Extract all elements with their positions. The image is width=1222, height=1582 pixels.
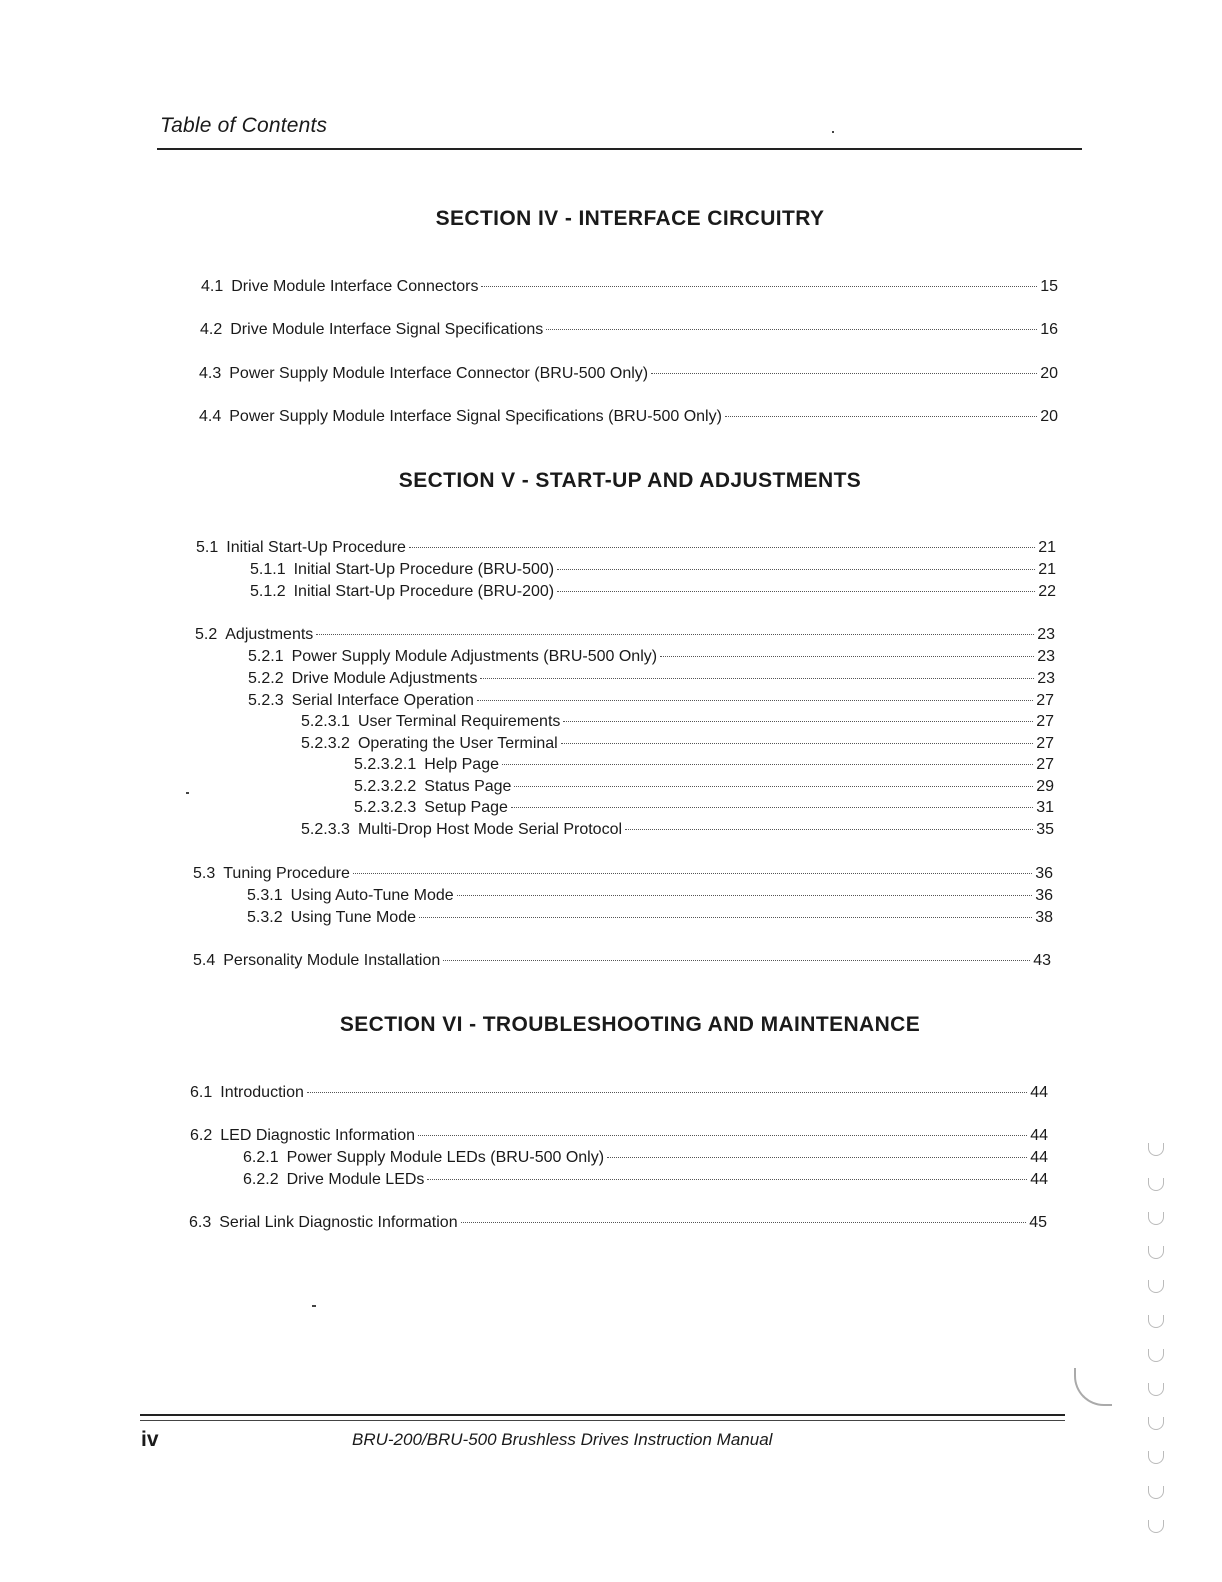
toc-entry[interactable] xyxy=(354,777,1054,797)
toc-entry-number: 5.2.3.3 xyxy=(301,821,350,838)
toc-entry[interactable] xyxy=(247,886,1053,906)
toc-entry-number: 6.2.2 xyxy=(243,1171,279,1188)
toc-entry-number: 5.1.1 xyxy=(250,561,286,578)
toc-entry[interactable] xyxy=(250,560,1056,580)
toc-entry-page: 27 xyxy=(1036,735,1054,752)
page-number: iv xyxy=(141,1428,159,1451)
toc-entry[interactable] xyxy=(243,1148,1048,1168)
toc-entry-title: Drive Module LEDs xyxy=(286,1171,425,1188)
toc-entry-title: Multi-Drop Host Mode Serial Protocol xyxy=(357,821,623,838)
footer-rule-thin xyxy=(140,1420,1065,1421)
footer-manual-title: BRU-200/BRU-500 Brushless Drives Instruction Manual xyxy=(352,1430,773,1449)
toc-entry[interactable] xyxy=(248,691,1054,711)
dot-leader xyxy=(418,1135,1027,1136)
toc-entry-number: 4.1 xyxy=(201,278,224,295)
toc-entry-title: Initial Start-Up Procedure (BRU-500) xyxy=(293,561,555,578)
binding-hole-mark xyxy=(1148,1315,1164,1328)
toc-entry-title: User Terminal Requirements xyxy=(357,713,561,730)
header-rule xyxy=(157,148,1082,150)
binding-hole-mark xyxy=(1148,1451,1164,1464)
dot-leader xyxy=(307,1092,1027,1093)
toc-entry-page: 38 xyxy=(1035,909,1053,926)
toc-entry-number: 5.2.3.2.1 xyxy=(354,756,417,773)
toc-entry[interactable] xyxy=(195,625,1055,645)
toc-entry-page: 21 xyxy=(1038,561,1056,578)
toc-entry-page: 23 xyxy=(1037,626,1055,643)
dot-leader xyxy=(511,807,1033,808)
toc-entry-page: 27 xyxy=(1036,713,1054,730)
toc-entry-title: Status Page xyxy=(424,778,512,795)
toc-entry-page: 36 xyxy=(1035,887,1053,904)
toc-entry-number: 4.4 xyxy=(199,408,222,425)
toc-entry-title: Adjustments xyxy=(225,626,314,643)
dot-leader xyxy=(419,917,1032,918)
toc-entry-page: 43 xyxy=(1033,952,1051,969)
binding-hole-mark xyxy=(1148,1486,1164,1499)
toc-entry-page: 27 xyxy=(1036,756,1054,773)
toc-entry-number: 6.2.1 xyxy=(243,1149,279,1166)
toc-entry-number: 5.2 xyxy=(195,626,218,643)
binding-hole-mark xyxy=(1148,1246,1164,1259)
dot-leader xyxy=(725,416,1037,417)
dot-leader xyxy=(316,634,1034,635)
toc-entry-number: 5.2.3.2.2 xyxy=(354,778,417,795)
dot-leader xyxy=(625,829,1033,830)
toc-entry-page: 20 xyxy=(1040,408,1058,425)
toc-entry-number: 5.1.2 xyxy=(250,583,286,600)
toc-entry[interactable] xyxy=(201,277,1058,297)
toc-entry-page: 45 xyxy=(1029,1214,1047,1231)
toc-entry[interactable] xyxy=(248,647,1055,667)
toc-entry-title: Power Supply Module Adjustments (BRU-500 Only) xyxy=(291,648,658,665)
dot-leader xyxy=(443,960,1030,961)
binding-hole-mark xyxy=(1148,1212,1164,1225)
toc-entry-title: Drive Module Interface Signal Specifications xyxy=(230,321,544,338)
toc-entry[interactable] xyxy=(199,364,1058,384)
toc-entry-number: 5.3.1 xyxy=(247,887,283,904)
toc-entry-page: 44 xyxy=(1030,1171,1048,1188)
toc-entry-page: 15 xyxy=(1040,278,1058,295)
dot-leader xyxy=(563,721,1033,722)
toc-entry-title: Drive Module Interface Connectors xyxy=(231,278,479,295)
dot-leader xyxy=(651,373,1037,374)
dot-leader xyxy=(557,591,1035,592)
toc-entry-page: 16 xyxy=(1040,321,1058,338)
toc-entry-title: Serial Interface Operation xyxy=(291,692,474,709)
toc-entry-page: 44 xyxy=(1030,1127,1048,1144)
section-title-iv: SECTION IV - INTERFACE CIRCUITRY xyxy=(435,207,825,230)
dot-leader xyxy=(557,569,1035,570)
binding-hole-mark xyxy=(1148,1143,1164,1156)
toc-entry[interactable] xyxy=(247,908,1053,928)
dot-leader xyxy=(481,286,1037,287)
binding-hole-mark xyxy=(1148,1349,1164,1362)
toc-entry-title: Personality Module Installation xyxy=(223,952,441,969)
toc-entry[interactable] xyxy=(189,1213,1047,1233)
footer-rule xyxy=(140,1414,1065,1416)
section-title-vi: SECTION VI - TROUBLESHOOTING AND MAINTENANCE xyxy=(339,1013,921,1036)
toc-entry[interactable] xyxy=(354,798,1054,818)
toc-entry-title: Power Supply Module Interface Signal Specifications (BRU-500 Only) xyxy=(229,408,722,425)
toc-entry-number: 4.2 xyxy=(200,321,223,338)
dot-leader xyxy=(561,743,1033,744)
dot-leader xyxy=(461,1222,1026,1223)
binding-hole-mark xyxy=(1148,1178,1164,1191)
toc-entry-title: Help Page xyxy=(424,756,499,773)
section-title-v: SECTION V - START-UP AND ADJUSTMENTS xyxy=(398,469,862,492)
toc-entry-page: 23 xyxy=(1037,648,1055,665)
toc-entry[interactable] xyxy=(354,755,1054,775)
scan-speck xyxy=(832,131,834,133)
toc-entry-title: Power Supply Module Interface Connector (BRU-500 Only) xyxy=(229,365,649,382)
toc-entry[interactable] xyxy=(248,669,1055,689)
toc-entry-number: 6.1 xyxy=(190,1084,213,1101)
dot-leader xyxy=(409,547,1035,548)
toc-entry-page: 21 xyxy=(1038,539,1056,556)
toc-entry-title: Drive Module Adjustments xyxy=(291,670,478,687)
toc-entry-page: 36 xyxy=(1035,865,1053,882)
toc-entry-page: 29 xyxy=(1036,778,1054,795)
toc-entry[interactable] xyxy=(196,538,1056,558)
dot-leader xyxy=(480,678,1034,679)
dot-leader xyxy=(353,873,1032,874)
toc-entry-title: Operating the User Terminal xyxy=(357,735,558,752)
scan-speck xyxy=(312,1305,316,1307)
dot-leader xyxy=(427,1179,1027,1180)
toc-entry[interactable] xyxy=(243,1170,1048,1190)
binding-hole-mark xyxy=(1148,1280,1164,1293)
toc-entry-page: 31 xyxy=(1036,799,1054,816)
toc-entry[interactable] xyxy=(199,407,1058,427)
toc-entry[interactable] xyxy=(250,582,1056,602)
running-header-title: Table of Contents xyxy=(160,114,328,137)
toc-entry-title: Tuning Procedure xyxy=(223,865,350,882)
toc-entry[interactable] xyxy=(200,320,1058,340)
toc-entry-number: 5.2.1 xyxy=(248,648,284,665)
binding-hole-mark xyxy=(1148,1417,1164,1430)
toc-entry-number: 4.3 xyxy=(199,365,222,382)
toc-entry-page: 27 xyxy=(1036,692,1054,709)
toc-entry-title: Initial Start-Up Procedure (BRU-200) xyxy=(293,583,555,600)
dot-leader xyxy=(546,329,1037,330)
toc-entry-title: Power Supply Module LEDs (BRU-500 Only) xyxy=(286,1149,605,1166)
toc-entry-title: LED Diagnostic Information xyxy=(220,1127,416,1144)
toc-entry-number: 5.3 xyxy=(193,865,216,882)
toc-entry-number: 5.3.2 xyxy=(247,909,283,926)
toc-entry-page: 22 xyxy=(1038,583,1056,600)
scan-speck xyxy=(186,792,189,794)
toc-entry-number: 5.2.3.1 xyxy=(301,713,350,730)
toc-entry-page: 23 xyxy=(1037,670,1055,687)
toc-entry-title: Using Tune Mode xyxy=(290,909,416,926)
toc-entry[interactable] xyxy=(301,712,1054,732)
dot-leader xyxy=(514,786,1033,787)
dot-leader xyxy=(660,656,1034,657)
toc-entry-number: 5.2.2 xyxy=(248,670,284,687)
toc-entry-title: Using Auto-Tune Mode xyxy=(290,887,454,904)
toc-entry-title: Setup Page xyxy=(424,799,508,816)
toc-entry[interactable] xyxy=(301,734,1054,754)
toc-entry-page: 44 xyxy=(1030,1084,1048,1101)
toc-entry-number: 6.2 xyxy=(190,1127,213,1144)
toc-entry[interactable] xyxy=(190,1126,1048,1146)
toc-entry[interactable] xyxy=(193,951,1051,971)
toc-entry[interactable] xyxy=(190,1083,1048,1103)
dot-leader xyxy=(457,895,1032,896)
dot-leader xyxy=(502,764,1033,765)
toc-entry-title: Introduction xyxy=(220,1084,304,1101)
toc-entry[interactable] xyxy=(193,864,1053,884)
toc-entry-page: 44 xyxy=(1030,1149,1048,1166)
toc-entry-number: 5.1 xyxy=(196,539,219,556)
toc-entry-title: Initial Start-Up Procedure xyxy=(226,539,406,556)
toc-entry-number: 5.2.3.2 xyxy=(301,735,350,752)
toc-entry-number: 5.4 xyxy=(193,952,216,969)
toc-entry-number: 6.3 xyxy=(189,1214,212,1231)
binding-hole-mark xyxy=(1148,1520,1164,1533)
dot-leader xyxy=(607,1157,1027,1158)
binding-arc-mark xyxy=(1074,1368,1112,1406)
dot-leader xyxy=(477,700,1033,701)
toc-entry-page: 35 xyxy=(1036,821,1054,838)
toc-entry-title: Serial Link Diagnostic Information xyxy=(219,1214,458,1231)
toc-entry-page: 20 xyxy=(1040,365,1058,382)
toc-entry[interactable] xyxy=(301,820,1054,840)
toc-entry-number: 5.2.3 xyxy=(248,692,284,709)
binding-hole-mark xyxy=(1148,1383,1164,1396)
toc-entry-number: 5.2.3.2.3 xyxy=(354,799,417,816)
